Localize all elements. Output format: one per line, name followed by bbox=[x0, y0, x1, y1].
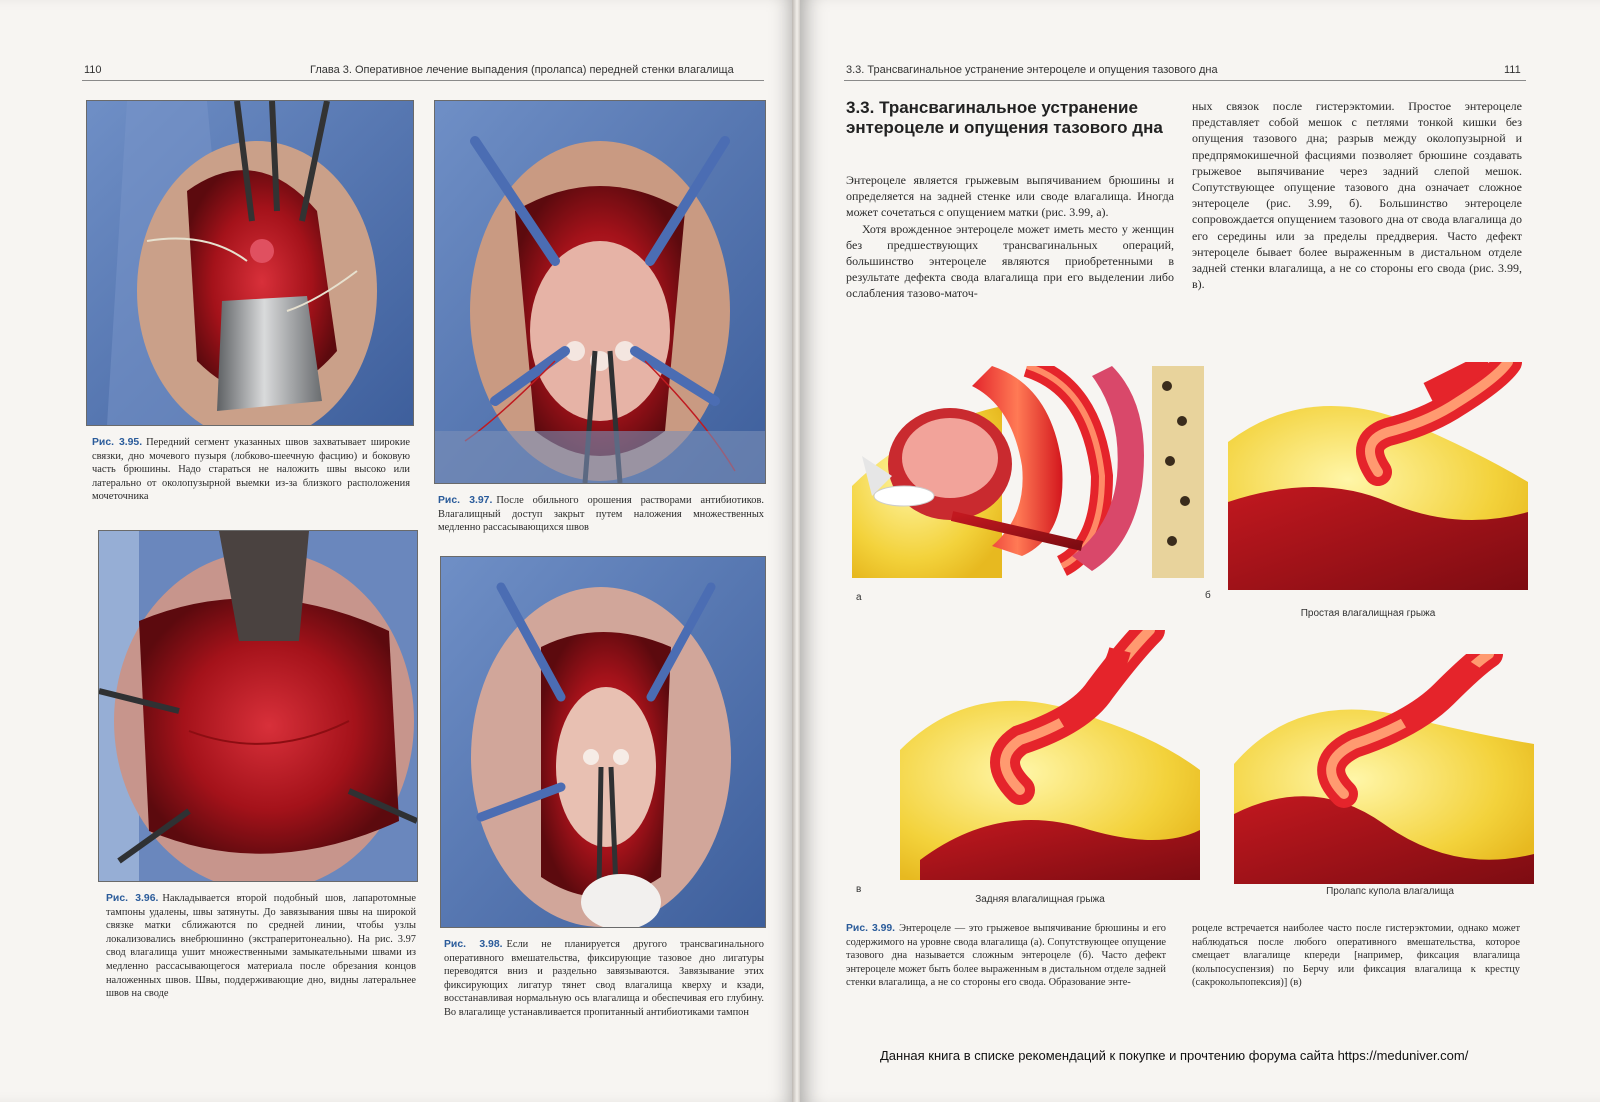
surgical-photo-3-98 bbox=[440, 556, 766, 928]
page-number-left: 110 bbox=[84, 64, 102, 76]
paragraph: Хотя врожденное энтероцеле может иметь место у женщин без предшествующих трансвагинальных операций, большинство энтероцеле являются приобретенными в результате дефекта свода влагалища при его выделении либо ослабления тазово-маточ- bbox=[846, 221, 1174, 301]
caption-label-3-98: Рис. 3.98. bbox=[444, 939, 503, 950]
caption-text-3-99-b: роцеле встречается наиболее часто после гистерэктомии, однако может наблюдаться после любого оперативного вмешательства, которое смещает влагалище кпереди [например, фиксация влагалища (кольпосуспензия) по Берчу или фиксация влагалища к крестцу (сакрокольпопексия)] (в) bbox=[1192, 923, 1520, 989]
header-rule-left bbox=[82, 80, 764, 81]
caption-3-97 bbox=[438, 494, 764, 535]
page-number-right: 111 bbox=[1504, 64, 1521, 76]
illustration-g-vault-prolapse bbox=[1234, 654, 1534, 884]
panel-g-title: Пролапс купола влагалища bbox=[1326, 886, 1454, 897]
header-rule-right bbox=[844, 80, 1526, 81]
caption-label-3-95: Рис. 3.95. bbox=[92, 437, 143, 448]
paragraph: Энтероцеле является грыжевым выпячиванием брюшины и определяется на задней стенке или своде влагалища. Иногда может сочетаться с опущением матки (рис. 3.99, а). bbox=[846, 173, 1174, 220]
caption-label-3-97: Рис. 3.97. bbox=[438, 495, 493, 506]
caption-text-3-97: После обильного орошения растворами антибиотиков. Влагалищный доступ закрыт путем наложения множественных медленно рассасывающихся швов bbox=[438, 495, 764, 534]
paragraph: ных связок после гистерэктомии. Простое энтероцеле представляет собой мешок с петлями тонкой кишки без опущения тазового дна; разрыв между околопузырной и предпрямокишечной фасциями позволяет брюшине создавать грыжевое выпячивание через задний слепой мешок. Сопутствующее опущение тазового дна означает сложное энтероцеле (рис. 3.99, б). Большинство энтероцеле сопровождается опущением тазового дна от свода влагалища до его середины или за пределы преддверия. Часто дефект энтероцеле бывает более выраженным в дистальном отделе задней стенки влагалища, а не со стороны его свода (рис. 3.99, в). bbox=[1192, 99, 1522, 292]
panel-letter-b: б bbox=[1205, 590, 1211, 601]
caption-text-3-95: Передний сегмент указанных швов захватывает широкие связки, дно мочевого пузыря (лобково-шеечную фасцию) и боковую часть брюшины. Надо стараться не наложить швы высоко или латерально от околопузырной выемки из-за близкого расположения мочеточника bbox=[92, 437, 410, 503]
illustration-v-posterior-hernia bbox=[900, 630, 1200, 880]
illustration-b-simple-hernia bbox=[1228, 362, 1528, 590]
panel-letter-v: в bbox=[856, 884, 862, 895]
surgical-photo-3-95 bbox=[86, 100, 414, 426]
text-column-1 bbox=[846, 172, 1174, 302]
caption-label-3-99: Рис. 3.99. bbox=[846, 923, 896, 934]
caption-3-98 bbox=[444, 938, 764, 1020]
panel-letter-a: а bbox=[856, 592, 862, 603]
running-head-left: Глава 3. Оперативное лечение выпадения (пролапса) передней стенки влагалища bbox=[310, 64, 734, 76]
caption-text-3-99-a: Энтероцеле — это грыжевое выпячивание брюшины и его содержимого на уровне свода влагалища (а). Сопутствующее опущение тазового дна называется сложным энтероцеле (б). Часто дефект энтероцеле может быть более выраженным в дистальном отделе задней стенки влагалища, а не со стороны его свода. Образование энте- bbox=[846, 923, 1166, 989]
panel-b-title: Простая влагалищная грыжа bbox=[1300, 608, 1436, 619]
section-title: 3.3. Трансвагинальное устранение энтероцеле и опущения тазового дна bbox=[846, 98, 1163, 137]
text-column-2 bbox=[1192, 98, 1522, 292]
caption-3-99-part-1 bbox=[846, 922, 1166, 990]
illustration-a-sagittal-pelvis bbox=[852, 366, 1204, 578]
panel-v-title: Задняя влагалищная грыжа bbox=[975, 894, 1105, 905]
caption-text-3-98: Если не планируется другого трансвагинального оперативного вмешательства, фиксирующие тазовое дно лигатуры переводятся вниз и раздельно завязываются. Завязывание этих фиксирующих лигатур тянет свод влагалища кверху и кзади, восстанавливая нормальную ось влагалища и обеспечивая его глубину. Во влагалище устанавливается пропитанный антибиотиками тампон bbox=[444, 939, 765, 1018]
caption-text-3-96: Накладывается второй подобный шов, лапаротомные тампоны удалены, швы затянуты. До завязывания швы на широкой связке матки сближаются по средней линии, чтобы узлы локализовались внебрюшинно (экстраперитонеально). На рис. 3.97 свод влагалища ушит множественными замыкательными швами из медленно рассасывающегося материала после обрезания концов наложенных швов. Швы, поддерживающие дно, видны латеральнее швов на своде bbox=[106, 893, 416, 1000]
surgical-photo-3-96 bbox=[98, 530, 418, 882]
caption-3-95 bbox=[92, 436, 410, 504]
running-head-right: 3.3. Трансвагинальное устранение энтероцеле и опущения тазового дна bbox=[846, 64, 1218, 76]
left-page bbox=[0, 0, 796, 1102]
caption-3-99-part-2 bbox=[1192, 922, 1520, 990]
surgical-photo-3-97 bbox=[434, 100, 766, 484]
caption-3-96 bbox=[106, 892, 416, 1001]
caption-label-3-96: Рис. 3.96. bbox=[106, 893, 159, 904]
footer-note: Данная книга в списке рекомендаций к покупке и прочтению форума сайта https://meduniver.com/ bbox=[880, 1048, 1469, 1063]
